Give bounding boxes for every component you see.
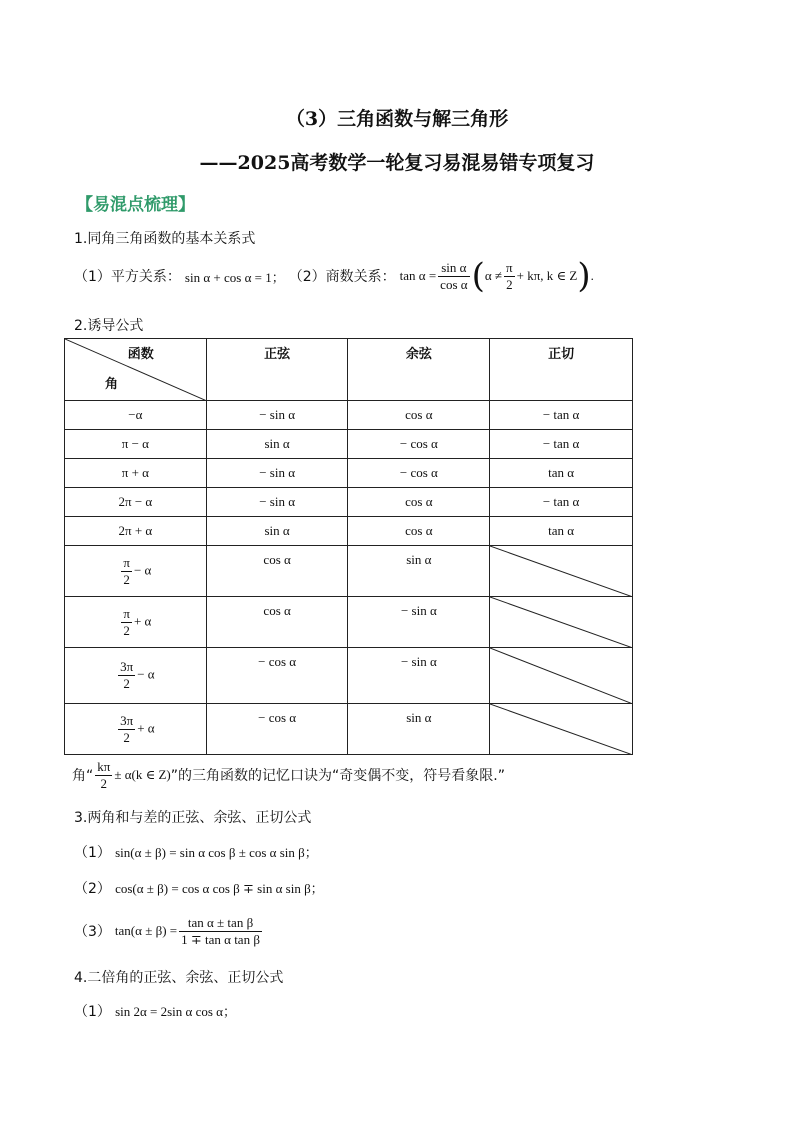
table-row: [65, 488, 633, 517]
s1-p2-label: （2）商数关系：: [288, 269, 396, 285]
angle-fraction: [121, 606, 132, 639]
s3-formula-1: [74, 842, 318, 862]
angle-den: 2: [123, 676, 130, 691]
row-angle: [65, 546, 207, 597]
table-row: [65, 517, 633, 546]
angle-rest: − α: [133, 561, 152, 577]
row-sin: − cos α: [206, 704, 348, 755]
angle-den: 2: [123, 622, 130, 638]
empty-cell-diagonal: [490, 546, 633, 597]
row-cos: cos α: [348, 517, 490, 546]
angle-num: 3π: [120, 712, 134, 728]
s4-heading: 4.二倍角的正弦、余弦、正切公式: [74, 970, 284, 986]
row-cos: cos α: [348, 488, 490, 517]
s1-p2-lhs: tan α =: [399, 268, 437, 283]
title-line-2: ——2025高考数学一轮复习易混易错专项复习: [199, 152, 595, 174]
row-tan: − tan α: [490, 401, 633, 430]
angle-rest: − α: [137, 666, 155, 682]
s4-f1: sin 2α = 2sin α cos α；: [115, 1004, 236, 1019]
s3-f1-label: （1）: [74, 845, 111, 861]
induction-formula-table: [64, 338, 633, 755]
row-angle: −α: [65, 401, 207, 430]
title-line-1: （3）三角函数与解三角形: [285, 108, 509, 130]
row-angle: π + α: [65, 459, 207, 488]
s3-f3-den: 1 ∓ tan α tan β: [181, 931, 260, 947]
table-row: [65, 704, 633, 755]
row-angle: [65, 704, 207, 755]
row-tan: tan α: [490, 517, 633, 546]
s1-end: .: [590, 268, 594, 283]
row-tan-empty: [490, 648, 633, 704]
s1-cond-num: π: [506, 259, 513, 275]
s3-f2: cos(α ± β) = cos α cos β ∓ sin α sin β；: [115, 881, 324, 896]
angle-rest: + α: [137, 719, 155, 735]
col-header-cos: 余弦: [348, 339, 490, 401]
empty-cell-diagonal: [490, 597, 633, 648]
s2-heading: 2.诱导公式: [74, 318, 144, 334]
s1-p1-label: （1）平方关系：: [74, 269, 181, 285]
row-angle: [65, 648, 207, 704]
mnemonic-line: [72, 757, 505, 793]
s3-f3-num: tan α ± tan β: [179, 915, 262, 932]
row-tan: − tan α: [490, 430, 633, 459]
s3-f3-label: （3）: [74, 924, 111, 940]
row-tan: − tan α: [490, 488, 633, 517]
row-sin: cos α: [206, 597, 348, 648]
s3-formula-2: [74, 878, 324, 898]
s1-p2-num: sin α: [438, 260, 469, 277]
s3-formula-3: [74, 910, 264, 952]
mnemonic-text: ”的三角函数的记忆口诀为“奇变偶不变，符号看象限.”: [170, 768, 505, 784]
row-angle: [65, 597, 207, 648]
row-sin: cos α: [206, 546, 348, 597]
mnemonic-den: 2: [100, 775, 108, 791]
s3-f1: sin(α ± β) = sin α cos β ± cos α sin β；: [115, 845, 318, 860]
s1-right-paren: ): [577, 256, 591, 296]
row-sin: − sin α: [206, 401, 348, 430]
row-sin: sin α: [206, 517, 348, 546]
s1-cond-a: α ≠: [484, 268, 503, 283]
mnemonic-fraction: [95, 759, 112, 792]
row-tan: tan α: [490, 459, 633, 488]
table-row: [65, 546, 633, 597]
corner-label-function: 函数: [127, 347, 154, 362]
mnemonic-num: kπ: [97, 758, 111, 774]
row-cos: sin α: [348, 704, 490, 755]
s3-f3-fraction: [179, 915, 262, 948]
s4-f1-label: （1）: [74, 1004, 111, 1020]
table-corner-cell: [65, 339, 207, 401]
row-cos: − sin α: [348, 597, 490, 648]
table-header-row: [65, 339, 633, 401]
empty-cell-diagonal: [490, 704, 633, 755]
table-row: [65, 648, 633, 704]
angle-fraction: [121, 555, 132, 588]
row-tan-empty: [490, 704, 633, 755]
row-angle: π − α: [65, 430, 207, 459]
corner-label-angle: 角: [105, 377, 119, 392]
row-sin: − cos α: [206, 648, 348, 704]
row-sin: − sin α: [206, 459, 348, 488]
angle-num: π: [123, 554, 130, 570]
row-tan-empty: [490, 597, 633, 648]
s3-f3-lhs: tan(α ± β) =: [114, 923, 178, 938]
s3-heading: 3.两角和与差的正弦、余弦、正切公式: [74, 810, 312, 826]
s1-cond-fraction: [504, 260, 515, 293]
row-angle: 2π − α: [65, 488, 207, 517]
s3-f2-label: （2）: [74, 881, 111, 897]
row-cos: sin α: [348, 546, 490, 597]
row-sin: − sin α: [206, 488, 348, 517]
col-header-tan: 正切: [490, 339, 633, 401]
s4-formula-1: [74, 1001, 236, 1021]
s1-cond-den: 2: [506, 276, 513, 292]
angle-num: 3π: [120, 659, 134, 674]
angle-fraction: [118, 659, 135, 692]
row-cos: − cos α: [348, 430, 490, 459]
s1-formula-line: [74, 254, 594, 298]
s1-p2-den: cos α: [440, 276, 468, 292]
row-tan-empty: [490, 546, 633, 597]
angle-den: 2: [123, 571, 130, 587]
col-header-sin: 正弦: [206, 339, 348, 401]
s1-heading: 1.同角三角函数的基本关系式: [74, 231, 256, 247]
row-sin: sin α: [206, 430, 348, 459]
section-heading: 【易混点梳理】: [76, 195, 195, 215]
s1-p2-fraction: [438, 260, 469, 293]
row-cos: − cos α: [348, 459, 490, 488]
row-cos: cos α: [348, 401, 490, 430]
s1-cond-b: + kπ, k ∈ Z: [516, 268, 578, 283]
table-row: [65, 401, 633, 430]
empty-cell-diagonal: [490, 648, 633, 704]
s1-left-paren: (: [471, 256, 485, 296]
table-row: [65, 597, 633, 648]
angle-num: π: [123, 605, 130, 621]
table-row: [65, 430, 633, 459]
angle-rest: + α: [133, 612, 152, 628]
angle-fraction: [118, 713, 135, 746]
mnemonic-prefix: 角“: [72, 768, 94, 784]
s1-p1-formula: sin α + cos α = 1；: [184, 269, 285, 285]
row-angle: 2π + α: [65, 517, 207, 546]
angle-den: 2: [123, 729, 130, 745]
row-cos: − sin α: [348, 648, 490, 704]
mnemonic-expr: ± α(k ∈ Z): [114, 767, 171, 782]
table-row: [65, 459, 633, 488]
